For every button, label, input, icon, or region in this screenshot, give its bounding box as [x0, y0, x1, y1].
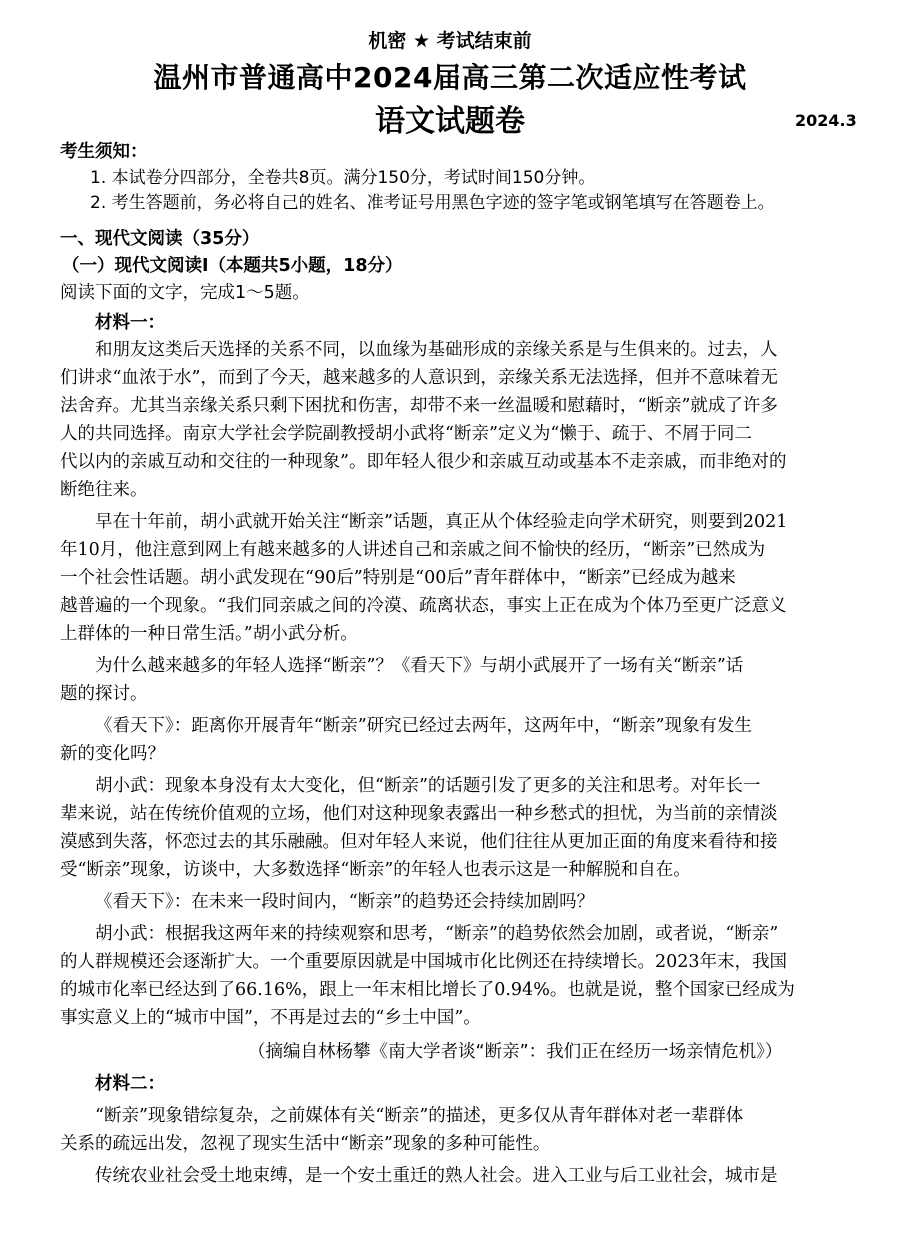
paragraph-line: 辈来说，站在传统价值观的立场，他们对这种现象表露出一种乡愁式的担忧，为当前的亲情淡	[60, 804, 778, 824]
paragraph-line: 早在十年前，胡小武就开始关注“断亲”话题，真正从个体经验走向学术研究，则要到2021	[95, 512, 788, 532]
paragraph-line: 一个社会性话题。胡小武发现在“90后”特别是“00后”青年群体中，“断亲”已经成为越来	[60, 568, 736, 588]
material-label: 材料二：	[95, 1074, 165, 1094]
paragraph-line: 们讲求“血浓于水”，而到了今天，越来越多的人意识到，亲缘关系无法选择，但并不意味着无	[60, 368, 778, 388]
material-label: 材料一：	[95, 313, 165, 333]
paragraph-line: 的城市化率已经达到了66.16%，跟上一年末相比增长了0.94%。也就是说，整个国家已经成为	[60, 980, 795, 1000]
notice-heading: 考生须知：	[60, 142, 148, 162]
notice-item: 2. 考生答题前，务必将自己的姓名、准考证号用黑色字迹的签字笔或钢笔填写在答题卷上。	[90, 193, 775, 213]
paragraph-line: 传统农业社会受土地束缚，是一个安土重迁的熟人社会。进入工业与后工业社会，城市是	[95, 1166, 778, 1186]
subsection-heading: （一）现代文阅读Ⅰ（本题共5小题，18分）	[62, 256, 403, 276]
paragraph-line: 越普遍的一个现象。“我们同亲戚之间的冷漠、疏离状态，事实上正在成为个体乃至更广泛意义	[60, 596, 787, 616]
paragraph-line: 为什么越来越多的年轻人选择“断亲”？《看天下》与胡小武展开了一场有关“断亲”话	[95, 656, 744, 676]
paragraph-line: 代以内的亲戚互动和交往的一种现象”。即年轻人很少和亲戚互动或基本不走亲戚，而非绝对的	[60, 452, 787, 472]
paragraph-line: 人的共同选择。南京大学社会学院副教授胡小武将“断亲”定义为“懒于、疏于、不屑于同二	[60, 424, 752, 444]
confidential-label: 机密 ★ 考试结束前	[368, 30, 532, 52]
paper-title: 语文试题卷	[375, 104, 525, 139]
paragraph-line: 上群体的一种日常生活。”胡小武分析。	[60, 624, 358, 644]
paragraph-line: “断亲”现象错综复杂，之前媒体有关“断亲”的描述，更多仅从青年群体对老一辈群体	[95, 1106, 744, 1126]
paragraph-line: 关系的疏远出发，忽视了现实生活中“断亲”现象的多种可能性。	[60, 1134, 551, 1154]
exam-title: 温州市普通高中2024届高三第二次适应性考试	[153, 61, 747, 94]
paragraph-line: 胡小武：根据我这两年来的持续观察和思考，“断亲”的趋势依然会加剧，或者说，“断亲”	[95, 924, 779, 944]
paragraph-line: 断绝往来。	[60, 480, 148, 500]
paragraph-line: 受“断亲”现象，访谈中，大多数选择“断亲”的年轻人也表示这是一种解脱和自在。	[60, 860, 691, 880]
notice-item: 1. 本试卷分四部分，全卷共8页。满分150分，考试时间150分钟。	[90, 168, 596, 188]
paragraph-line: 漠感到失落，怀恋过去的其乐融融。但对年轻人来说，他们往往从更加正面的角度来看待和接	[60, 832, 778, 852]
paragraph-line: 和朋友这类后天选择的关系不同，以血缘为基础形成的亲缘关系是与生俱来的。过去，人	[95, 340, 778, 360]
paragraph-line: 法舍弃。尤其当亲缘关系只剩下困扰和伤害，却带不来一丝温暖和慰藉时，“断亲”就成了许多	[60, 396, 778, 416]
paragraph-line: 事实意义上的“城市中国”，不再是过去的“乡土中国”。	[60, 1008, 481, 1028]
paragraph-line: 《看天下》：距离你开展青年“断亲”研究已经过去两年，这两年中，“断亲”现象有发生	[95, 716, 753, 736]
section-heading: 一、现代文阅读（35分）	[60, 229, 260, 249]
reading-instruction: 阅读下面的文字，完成1～5题。	[60, 283, 310, 303]
paragraph-line: 的人群规模还会逐渐扩大。一个重要原因就是中国城市化比例还在持续增长。2023年末，我国	[60, 952, 788, 972]
source-citation: （摘编自林杨攀《南大学者谈“断亲”：我们正在经历一场亲情危机》）	[248, 1042, 783, 1062]
exam-date: 2024.3	[795, 111, 857, 130]
paragraph-line: 年10月，他注意到网上有越来越多的人讲述自己和亲戚之间不愉快的经历，“断亲”已然成为	[60, 540, 766, 560]
paragraph-line: 新的变化吗？	[60, 744, 165, 764]
paragraph-line: 胡小武：现象本身没有太大变化，但“断亲”的话题引发了更多的关注和思考。对年长一	[95, 776, 761, 796]
paragraph-line: 《看天下》：在未来一段时间内，“断亲”的趋势还会持续加剧吗？	[95, 892, 595, 912]
paragraph-line: 题的探讨。	[60, 684, 148, 704]
